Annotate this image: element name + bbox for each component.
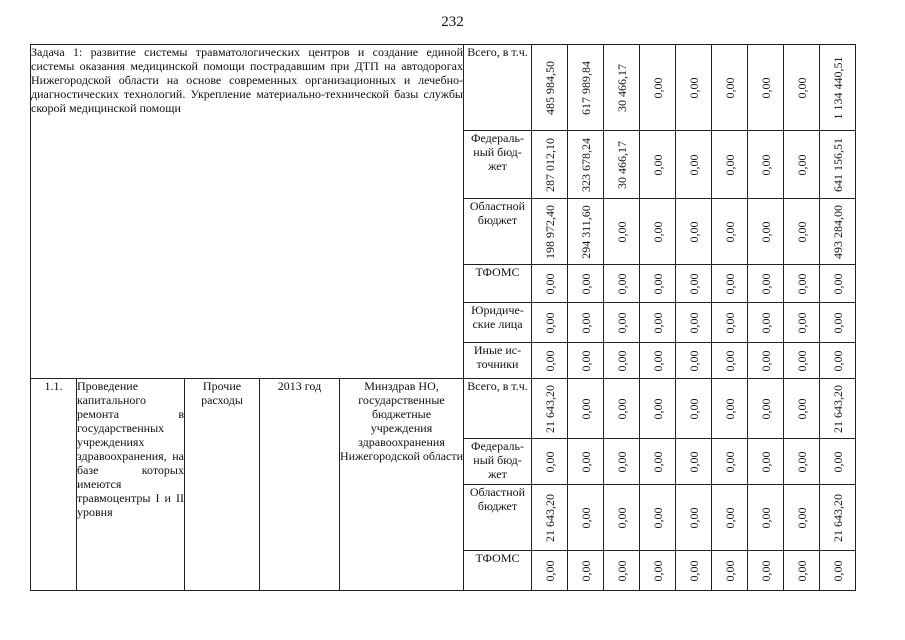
value-cell: 0,00 (676, 199, 712, 265)
value-cell: 0,00 (532, 303, 568, 343)
value-cell: 0,00 (676, 343, 712, 379)
value-cell: 0,00 (640, 131, 676, 199)
value-cell: 0,00 (676, 265, 712, 303)
value-cell: 0,00 (712, 485, 748, 551)
value-cell: 0,00 (676, 131, 712, 199)
value-cell: 0,00 (568, 551, 604, 591)
value-cell: 0,00 (784, 199, 820, 265)
value-cell: 0,00 (640, 485, 676, 551)
value-cell: 0,00 (748, 131, 784, 199)
value-cell: 0,00 (676, 439, 712, 485)
value-cell: 0,00 (568, 439, 604, 485)
value-cell: 493 284,00 (820, 199, 856, 265)
expense-type: Прочие расходы (185, 379, 260, 591)
value-cell: 0,00 (604, 343, 640, 379)
task-row-total (31, 45, 856, 131)
source-label: ТФОМС (464, 265, 532, 303)
value-cell: 0,00 (604, 439, 640, 485)
value-cell: 641 156,51 (820, 131, 856, 199)
value-cell: 0,00 (748, 199, 784, 265)
value-cell: 0,00 (568, 265, 604, 303)
value-cell: 0,00 (712, 551, 748, 591)
value-cell: 0,00 (712, 379, 748, 439)
value-cell: 0,00 (748, 485, 784, 551)
value-cell: 0,00 (712, 199, 748, 265)
value-cell: 0,00 (676, 379, 712, 439)
value-cell: 0,00 (820, 439, 856, 485)
value-cell: 0,00 (568, 485, 604, 551)
value-cell: 0,00 (532, 439, 568, 485)
measure-year: 2013 год (260, 379, 340, 591)
value-cell: 0,00 (712, 45, 748, 131)
measure-executor: Минздрав НО, государственные бюджетные учреждения здравоохранения Нижегородской области (340, 379, 464, 591)
value-cell: 0,00 (748, 379, 784, 439)
value-cell: 0,00 (784, 551, 820, 591)
value-cell: 0,00 (532, 551, 568, 591)
value-cell: 30 466,17 (604, 131, 640, 199)
value-cell: 0,00 (568, 379, 604, 439)
value-cell: 0,00 (604, 199, 640, 265)
value-cell: 0,00 (820, 303, 856, 343)
source-label: Юридиче-ские лица (464, 303, 532, 343)
source-label: Всего, в т.ч. (464, 379, 532, 439)
source-label: Федераль-ный бюд-жет (464, 439, 532, 485)
value-cell: 0,00 (748, 551, 784, 591)
value-cell: 21 643,20 (820, 485, 856, 551)
measure-name: Проведение капитального ремонта в государственных учреждениях здравоохранения, на базе которых имеются травмоцентры I и II уровня (77, 379, 185, 591)
page-number: 232 (441, 14, 464, 30)
value-cell: 0,00 (676, 303, 712, 343)
value-cell: 0,00 (640, 379, 676, 439)
source-label: Иные ис-точники (464, 343, 532, 379)
value-cell: 0,00 (604, 379, 640, 439)
value-cell: 21 643,20 (532, 379, 568, 439)
value-cell: 0,00 (748, 343, 784, 379)
budget-table (30, 44, 856, 591)
value-cell: 0,00 (784, 131, 820, 199)
value-cell: 0,00 (676, 551, 712, 591)
source-label: ТФОМС (464, 551, 532, 591)
value-cell: 0,00 (640, 45, 676, 131)
measure-number: 1.1. (31, 379, 77, 591)
value-cell: 485 984,50 (532, 45, 568, 131)
value-cell: 0,00 (532, 343, 568, 379)
value-cell: 323 678,24 (568, 131, 604, 199)
value-cell: 0,00 (784, 303, 820, 343)
source-label: Всего, в т.ч. (464, 45, 532, 131)
value-cell: 0,00 (784, 439, 820, 485)
source-label: Областной бюджет (464, 199, 532, 265)
value-cell: 0,00 (784, 485, 820, 551)
value-cell: 1 134 440,51 (820, 45, 856, 131)
value-cell: 0,00 (820, 551, 856, 591)
value-cell: 0,00 (604, 551, 640, 591)
value-cell: 0,00 (784, 265, 820, 303)
value-cell: 0,00 (640, 265, 676, 303)
value-cell: 0,00 (640, 303, 676, 343)
task-description: Задача 1: развитие системы травматологических центров и создание единой системы оказания медицинской помощи пострадавшим при ДТП на автодорогах Нижегородской области на основе современных организационных и лечебно-диагностических технологий. Укрепление материально-технической базы службы скорой медицинской помощи (31, 45, 464, 379)
value-cell: 0,00 (604, 303, 640, 343)
value-cell: 0,00 (712, 265, 748, 303)
value-cell: 287 012,10 (532, 131, 568, 199)
value-cell: 21 643,20 (820, 379, 856, 439)
value-cell: 0,00 (784, 343, 820, 379)
value-cell: 0,00 (748, 439, 784, 485)
value-cell: 0,00 (676, 485, 712, 551)
value-cell: 0,00 (820, 343, 856, 379)
value-cell: 30 466,17 (604, 45, 640, 131)
value-cell: 0,00 (532, 265, 568, 303)
value-cell: 21 643,20 (532, 485, 568, 551)
value-cell: 0,00 (604, 265, 640, 303)
value-cell: 0,00 (712, 131, 748, 199)
value-cell: 0,00 (748, 265, 784, 303)
value-cell: 0,00 (748, 45, 784, 131)
measure-row-total (31, 379, 856, 439)
value-cell: 0,00 (640, 439, 676, 485)
value-cell: 0,00 (784, 379, 820, 439)
source-label: Федераль-ный бюд-жет (464, 131, 532, 199)
value-cell: 0,00 (784, 45, 820, 131)
value-cell: 0,00 (568, 343, 604, 379)
value-cell: 0,00 (604, 485, 640, 551)
value-cell: 0,00 (640, 199, 676, 265)
value-cell: 0,00 (748, 303, 784, 343)
value-cell: 0,00 (640, 551, 676, 591)
value-cell: 0,00 (640, 343, 676, 379)
value-cell: 198 972,40 (532, 199, 568, 265)
value-cell: 294 311,60 (568, 199, 604, 265)
value-cell: 0,00 (712, 439, 748, 485)
value-cell: 0,00 (712, 343, 748, 379)
value-cell: 0,00 (676, 45, 712, 131)
value-cell: 0,00 (820, 265, 856, 303)
source-label: Областной бюджет (464, 485, 532, 551)
value-cell: 0,00 (568, 303, 604, 343)
value-cell: 617 989,84 (568, 45, 604, 131)
value-cell: 0,00 (712, 303, 748, 343)
